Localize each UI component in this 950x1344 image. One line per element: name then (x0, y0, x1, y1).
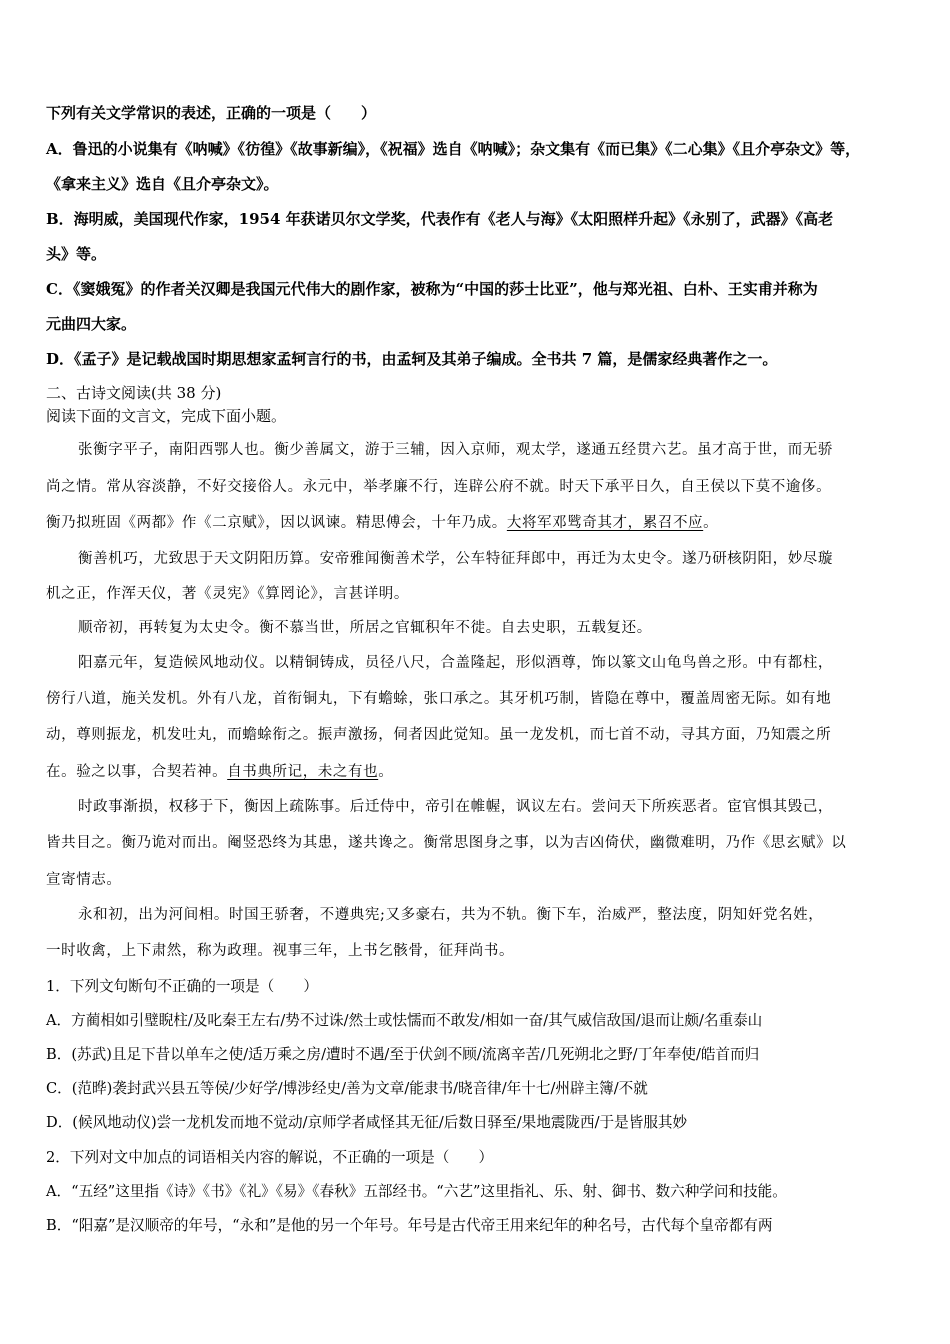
question-1-option-d: D．(候风地动仪)尝一龙机发而地不觉动/京师学者咸怪其无征/后数日驿至/果地震陇西/于是皆服其妙 (46, 1114, 688, 1131)
option-c-line-1: C．《窦娥冤》的作者关汉卿是我国元代伟大的剧作家，被称为“中国的莎士比亚”，他与郑光祖、白朴、王实甫并称为 (46, 280, 818, 298)
passage-line: 一时收禽，上下肃然，称为政理。视事三年，上书乞骸骨，征拜尚书。 (46, 943, 515, 959)
passage-line: 阳嘉元年，复造候风地动仪。以精铜铸成，员径八尺，合盖隆起，形似酒尊，饰以篆文山龟鸟兽之形。中有都柱， (78, 655, 833, 671)
option-a-line-1: A．鲁迅的小说集有《呐喊》《彷徨》《故事新编》，《祝福》选自《呐喊》；杂文集有《而已集》《二心集》《且介亭杂文》等， (46, 140, 861, 158)
option-a-line-2: 《拿来主义》选自《且介亭杂文》。 (46, 175, 279, 193)
option-b-line-2: 头》等。 (46, 245, 107, 263)
question-1-option-c: C．(范晔)袭封武兴县五等侯/少好学/博涉经史/善为文章/能隶书/晓音律/年十七/州辟主簿/不就 (46, 1080, 648, 1097)
passage-line: 皆共目之。衡乃诡对而出。阉竖恐终为其患，遂共谗之。衡常思图身之事，以为吉凶倚伏，幽微难明，乃作《思玄赋》以 (46, 835, 847, 851)
passage-line: 宣寄情志。 (46, 872, 122, 888)
passage-text: 衡乃拟班固《两都》作《二京赋》，因以讽谏。精思傅会，十年乃成。 (46, 515, 507, 531)
option-c-line-2: 元曲四大家。 (46, 315, 137, 333)
section-heading: 二、古诗文阅读(共 38 分) (46, 384, 222, 402)
section-instruction: 阅读下面的文言文，完成下面小题。 (46, 407, 287, 425)
underlined-sentence: 自书典所记，未之有也 (227, 764, 379, 780)
passage-line: 傍行八道，施关发机。外有八龙，首衔铜丸，下有蟾蜍，张口承之。其牙机巧制，皆隐在尊中，覆盖周密无际。如有地 (46, 691, 832, 707)
passage-text: 在。验之以事，合契若神。 (46, 764, 228, 780)
question-2-stem: 2．下列对文中加点的词语相关内容的解说，不正确的一项是（ ） (46, 1149, 494, 1166)
question-stem: 下列有关文学常识的表述，正确的一项是（ ） (46, 104, 377, 122)
passage-line: 永和初，出为河间相。时国王骄奢，不遵典宪;又多豪右，共为不轨。衡下车，治威严，整法度，阴知奸党名姓， (78, 907, 824, 923)
question-2-option-b: B．“阳嘉”是汉顺帝的年号，“永和”是他的另一个年号。年号是古代帝王用来纪年的种名号，古代每个皇帝都有两 (46, 1217, 773, 1234)
passage-line: 顺帝初，再转复为太史令。衡不慕当世，所居之官辄积年不徙。自去史职，五载复还。 (78, 620, 652, 636)
passage-line: 时政事渐损，权移于下，衡因上疏陈事。后迁侍中，帝引在帷幄，讽议左右。尝问天下所疾恶者。宦官惧其毁己， (78, 799, 833, 815)
option-b-line-1: B．海明威，美国现代作家，1954 年获诺贝尔文学奖，代表作有《老人与海》《太阳照样升起》《永别了，武器》《高老 (46, 210, 834, 228)
passage-line: 动，尊则振龙，机发吐丸，而蟾蜍衔之。振声激扬，伺者因此觉知。虽一龙发机，而七首不动，寻其方面，乃知震之所 (46, 727, 832, 743)
question-1-option-a: A．方蔺相如引璧睨柱/及叱秦王左右/势不过诛/然士或怯懦而不敢发/相如一奋/其气威信敌国/退而让颇/名重泰山 (46, 1012, 763, 1029)
passage-line (46, 513, 718, 533)
passage-line: 尚之情。常从容淡静，不好交接俗人。永元中，举孝廉不行，连辟公府不就。时天下承平日久，自王侯以下莫不逾侈。 (46, 479, 832, 495)
passage-line: 张衡字平子，南阳西鄂人也。衡少善属文，游于三辅，因入京师，观太学，遂通五经贯六艺。虽才高于世，而无骄 (78, 442, 833, 458)
underlined-sentence: 大将军邓骘奇其才，累召不应 (506, 515, 704, 531)
passage-text: 。 (703, 515, 719, 531)
passage-text: 。 (378, 764, 394, 780)
passage-line: 机之正，作浑天仪，著《灵宪》《算罔论》，言甚详明。 (46, 586, 409, 602)
option-d-line-1: D．《孟子》是记载战国时期思想家孟轲言行的书，由孟轲及其弟子编成。全书共 7 篇，是儒家经典著作之一。 (46, 350, 778, 368)
passage-line: 衡善机巧，尤致思于天文阴阳历算。安帝雅闻衡善术学，公车特征拜郎中，再迁为太史令。遂乃研核阴阳，妙尽璇 (78, 551, 833, 567)
question-1-stem: 1．下列文句断句不正确的一项是（ ） (46, 978, 318, 995)
passage-line (46, 762, 393, 782)
question-2-option-a: A．“五经”这里指《诗》《书》《礼》《易》《春秋》五部经书。“六艺”这里指礼、乐、射、御书、数六种学问和技能。 (46, 1183, 787, 1200)
question-1-option-b: B．(苏武)且足下昔以单车之使/适万乘之房/遭时不遇/至于伏剑不顾/流离辛苦/几死朔北之野/丁年奉使/皓首而归 (46, 1046, 760, 1063)
